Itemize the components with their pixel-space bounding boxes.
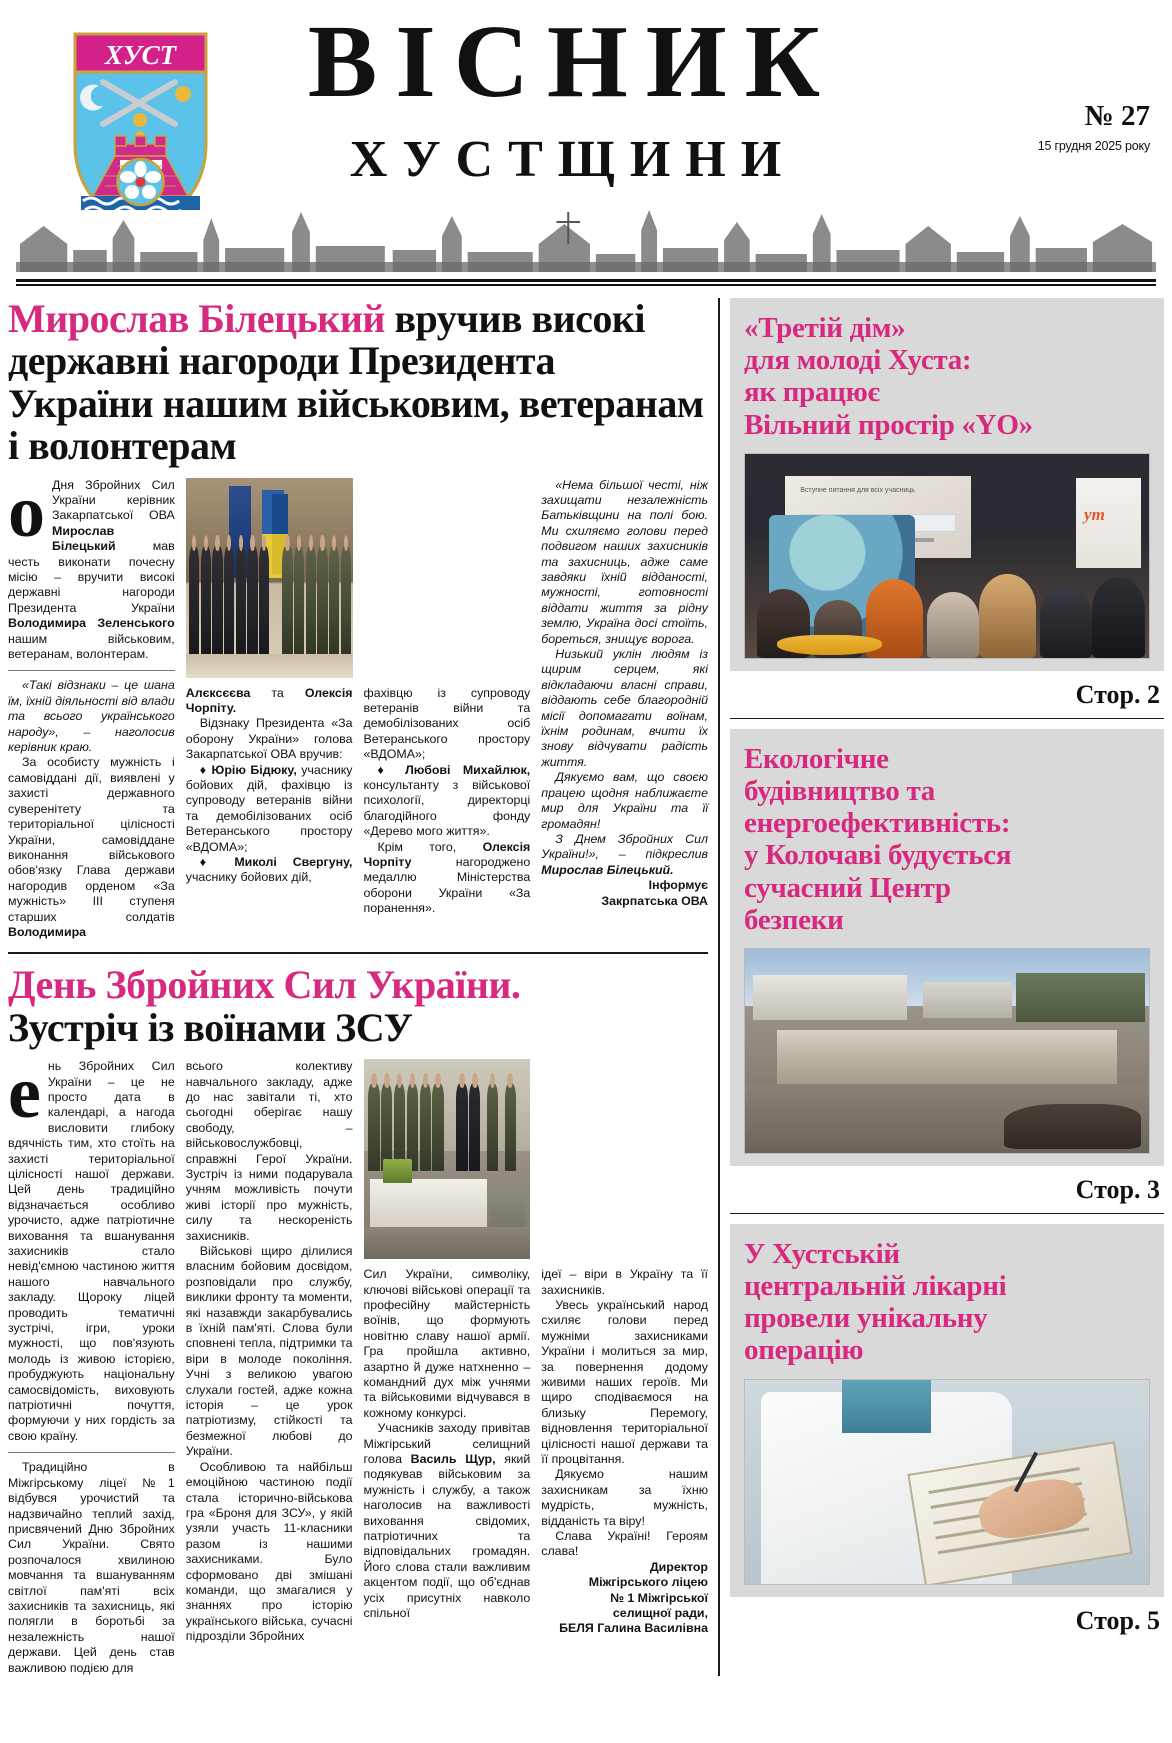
sidebar-headline-3: У Хустській центральній лікарні провели унікальну операцію <box>744 1237 1007 1367</box>
second-col2-p3: Особливою та найбільш емоційною частиною події стала історично-військова гра «Броня для ЗСУ», у якій узяли участь 11-класники разом із нашими захисниками. Було сформовано дві змішані команди, що змагалися у знаннях про історію українського війська, сучасні підрозділи Збройних <box>185 1459 353 1644</box>
issue-number: № 27 <box>1084 100 1150 132</box>
content-area <box>8 298 1164 1676</box>
second-col3-p1: Сил України, символіку, ключові військові операції та професійну майстерність воїнів, що формують новітню славу нашої армії. Гра пройшла активно, азартно й дуже натхненно – командний дух між учнями та військовими відчувався в кожному конкурсі. <box>363 1267 531 1420</box>
lead-col2-p4: ♦ Миколі Свергуну, учаснику бойових дій, <box>185 855 353 885</box>
second-signature-3: № 1 Міжгірської <box>610 1590 708 1605</box>
sidebar-item-eco-construction[interactable] <box>730 729 1164 1214</box>
title-block <box>223 4 923 189</box>
award-ceremony-photo <box>186 478 353 678</box>
page-ref-1[interactable]: Стор. 2 <box>1075 679 1160 709</box>
lead-col-4 <box>541 478 708 941</box>
second-col4-p3: Дякуємо нашим захисникам за їхню мудрість, мужність, відданість та віру! <box>541 1467 708 1528</box>
lead-col-3 <box>364 478 531 941</box>
lead-col1-p3: За особисту мужність і самовіддані дії, виявлені у захисті державного суверенітету та територіальної цілісності України, самовіддане виконання військового обов'язку Глава держави нагородив орденом «За мужність» ІІІ ступеня старших солдатів Володимира <box>8 755 175 939</box>
masthead <box>8 6 1164 298</box>
lead-col3-p2: ♦ Любові Михайлюк, консультанту з військової психології, директорці благодійного фонду «Дерево мого життя». <box>363 762 531 839</box>
second-col1-p2: Традиційно в Міжгірському ліцеї №1 відбувся урочистий та надзвичайно теплий захід, присвячений Дню Збройних Сил України. Свято розпочалося хвилиною мовчання та вшануванням світлої пам'яті всіх захисників та захисниць, які полягли в боротьбі за незалежність нашої держави. Цей день став важливою подією для <box>8 1460 175 1675</box>
second-col-2 <box>186 1059 353 1676</box>
second-col2-p2: Військові щиро ділилися власним бойовим досвідом, розповідали про службу, виклики фронту та моменти, які назавжди закарбувались в їхній пам'яті. Слова були сповнені тепла, підтримки та віри в молоде покоління. Учні з великою увагою слухали гостей, адже кожна історія – це урок патріотизму, стійкості та безмежної любові до України. <box>185 1244 353 1459</box>
sidebar-headline-1: «Третій дім» для молоді Хуста: як працює Вільний простір «YO» <box>744 312 1033 441</box>
second-article-columns <box>8 1052 708 1676</box>
lead-col4-p4: З Днем Збройних Сил України!», – підкреслив Мирослав Білецький. <box>541 831 708 877</box>
second-col2-p1: всього колективу навчального закладу, адже до нас завітали ті, хто сьогодні оберігає нашу свободу, – військовослужбовці, справжні Герої України. Зустріч із ними подарувала учням можливість почути живі історії про мужність, силу та нескореність захисників. <box>185 1059 353 1243</box>
sidebar <box>718 298 1164 1676</box>
lead-col2-p1: Алєксєєва та Олексія Чорпіту. <box>185 685 353 715</box>
page-ref-2[interactable]: Стор. 3 <box>1075 1174 1160 1204</box>
second-headline <box>8 964 708 1049</box>
second-col4-p4: Слава Україні! Героям слава! <box>541 1529 708 1559</box>
second-col4-p2: Увесь український народ схиляє голови перед мужніми захисниками України і молиться за мир, за повернення додому живими наших героїв. Ми щиро сподіваємося на близьку Перемогу, відновлення територіальної цілісності нашої держави та її процвітання. <box>541 1297 708 1466</box>
construction-site-photo <box>744 948 1150 1154</box>
second-signature-4: селищної ради, <box>612 1606 708 1621</box>
sidebar-item-youth-space[interactable] <box>730 298 1164 719</box>
page-subtitle: ХУСТЩИНИ <box>349 131 797 188</box>
lead-col3-p1: фахівцю із супроводу ветеранів війни та демобілізованих осіб Ветеранського простору «ВДОМА»; <box>363 685 531 762</box>
lead-col3-p3: Крім того, Олексія Чорпіту нагороджено медаллю Міністерства оборони України «За поранення». <box>363 839 531 916</box>
sidebar-divider <box>730 718 1164 719</box>
lead-col1-p1: оДня Збройних Сил України керівник Закарпатської ОВА Мирослав Білецький мав честь виконати почесну місію – вручити високі державні нагороди Президента України Володимира Зеленського нашим військовим, ветеранам, волонтерам. <box>8 470 175 662</box>
lead-col1-p2: «Такі відзнаки – це шана їм, їхній діяльності від влади та всього українського народу», – наголосив керівник краю. <box>8 678 175 755</box>
lead-col-2 <box>186 478 353 941</box>
second-signature-2: Міжгірського ліцею <box>588 1575 708 1590</box>
second-col3-p2: Учасників заходу привітав Міжгірський селищний голова Василь Щур, який подякував військовим за мужність і службу, а також наголосив на важливості виховання свідомих, патріотичних та відповідальних громадян. Його слова стали важливим акцентом події, що об'єднав усіх присутніх навколо спільної <box>363 1421 531 1621</box>
lead-article-columns <box>8 470 708 941</box>
lead-col4-p3: Дякуємо вам, що своєю працею щодня наближаєте мир для України та її громадян! <box>541 770 708 831</box>
doctor-photo <box>744 1379 1150 1585</box>
page-title: ВІСНИК <box>307 4 839 119</box>
second-headline-rest: Зустріч із воїнами ЗСУ <box>8 1004 413 1050</box>
soldiers-meeting-photo <box>364 1059 531 1259</box>
lead-col-1 <box>8 470 175 941</box>
column-divider <box>8 670 175 671</box>
lead-headline-highlight: Мирослав Білецький <box>8 296 385 341</box>
lead-headline-rest: вручив високі державні нагороди Президента України нашим військовим, ветеранам і волонтерам <box>8 296 704 469</box>
second-col1-p1: ень Збройних Сил України – це не просто дата в календарі, а нагода висловити глибоку вдячність тим, хто стоїть на захисті територіальної цілісності нашої держави. Цей день традиційно відзначається особливо урочисто, адже патріотичне виховання та вшанування захисників стало невід'ємною частиною життя нашого навчального закладу. Щороку ліцей проводить тематичні зустрічі, ігри, уроки мужності, що пов'язують молодь із живою історією, пробуджують національну самосвідомість, виховують патріотичні почуття, формуючи у них гордість за свою країну. <box>8 1052 175 1443</box>
lead-col4-p1: «Нема більшої честі, ніж захищати незалежність Батьківщини на полі бою. Ми схиляємо голови перед подвигом наших захисників та захисниць, адже саме завдяки їхній відданості, мужності, готовності віддати життя за рідну землю, Україна досі стоїть, бореться, знищує ворога. <box>541 477 708 646</box>
city-skyline-banner <box>16 210 1156 272</box>
second-col-4 <box>541 1059 708 1676</box>
lead-col2-p3: ♦ Юрію Бідюку, учаснику бойових дій, фахівцю із супроводу ветеранів війни та демобілізованих осіб Ветеранського простору «ВДОМА»; <box>185 762 353 854</box>
main-column <box>8 298 708 1676</box>
article-divider <box>8 952 708 954</box>
second-col4-p1: ідеї – віри в Україну та її захисників. <box>541 1267 708 1297</box>
lead-col2-p2: Відзнаку Президента «За оборону України» голова Закарпатської ОВА вручив: <box>185 716 353 762</box>
youth-space-photo: Вступне питання для всіх учасниць ут <box>744 453 1150 659</box>
slide-caption: Вступне питання для всіх учасниць <box>800 486 915 494</box>
sidebar-divider <box>730 1213 1164 1214</box>
sidebar-headline-2: Екологічне будівництво та енергоефективність: у Колочаві будується сучасний Центр безпеки <box>744 742 1012 936</box>
second-signature-5: БЕЛЯ Галина Василівна <box>559 1621 708 1636</box>
lead-col4-p2: Низький уклін людям із щирим серцем, які відкладаючи власні справи, віддають себе благородній місії допомагати воїнам, їхнім родинам, вчити їх знову відчувати радість життя. <box>541 647 708 769</box>
lead-signature-1: Інформує <box>648 878 708 893</box>
sidebar-item-hospital-operation[interactable] <box>730 1224 1164 1644</box>
page-ref-3[interactable]: Стор. 5 <box>1075 1605 1160 1635</box>
second-headline-highlight: День Збройних Сил України. <box>8 962 521 1008</box>
svg-text:ХУСТ: ХУСТ <box>104 40 177 70</box>
masthead-divider <box>16 279 1156 286</box>
column-divider <box>8 1452 175 1453</box>
issue-date: 15 грудня 2025 року <box>1037 139 1150 153</box>
lead-signature-2: Закрпатська ОВА <box>601 893 708 908</box>
second-col-3 <box>364 1059 531 1676</box>
hust-coat-of-arms-icon <box>63 24 218 236</box>
second-signature-1: Директор <box>649 1559 708 1574</box>
lead-headline <box>8 298 708 468</box>
second-col-1 <box>8 1052 175 1676</box>
second-article <box>8 964 708 1676</box>
issue-block <box>1038 100 1150 153</box>
lead-article <box>8 298 708 940</box>
